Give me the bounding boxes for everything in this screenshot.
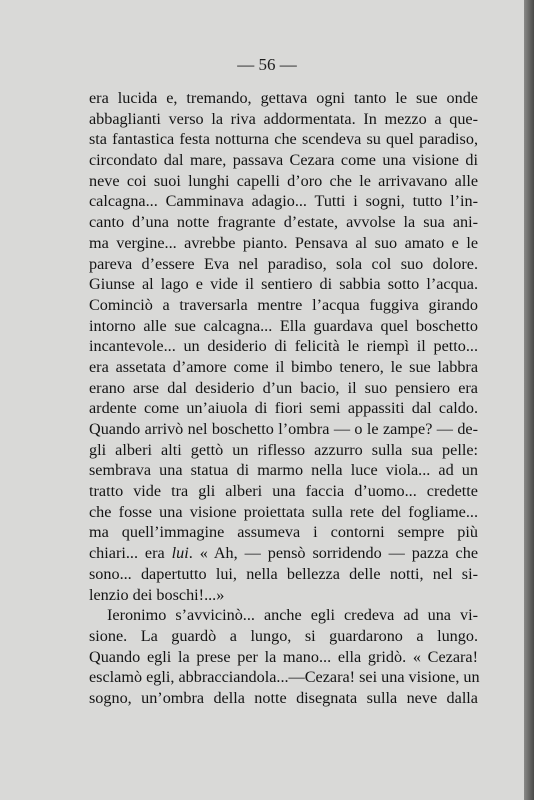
page-number: — 56 — [237,55,297,74]
text-line: Quando egli la prese per la mano... ella gridò. « Cezara! [89,647,478,666]
text-line: esclamò egli, abbracciandola...—Cezara! sei una visione, un [89,668,480,687]
text-line: Quando arrivò nel boschetto l’ombra — o le zampe? — de- [89,420,478,438]
text-line: ardente come un’aiuola di fiori semi appassiti dal caldo. [89,399,478,418]
text-line: lenzio dei boschi!...» [89,585,225,604]
text-line: canto d’una notte fragrante d’estate, avvolse la sua ani- [89,213,478,232]
text-line: era assetata d’amore come il bimbo tenero, le sue labbra [89,357,478,376]
text-line: Cominciò a traversarla mentre l’acqua fuggiva girando [89,295,478,314]
text-line: calcagna... Camminava adagio... Tutti i sogni, tutto l’in- [89,192,478,211]
body-text [89,88,478,709]
text-line: ma vergine... avrebbe pianto. Pensava al suo amato e le [89,233,478,252]
text-line: incantevole... un desiderio di felicità le riempì il petto... [89,337,478,356]
text-line: gli alberi alti gettò un riflesso azzurro sulla sua pelle: [89,440,478,459]
text-line: chiari... era lui. « Ah, — pensò sorridendo — pazza che [89,544,479,563]
text-line: sta fantastica festa notturna che scendeva su quel paradiso, [89,130,478,149]
page-edge-shadow [524,0,534,800]
text-line: abbaglianti verso la riva addormentata. In mezzo a que- [89,109,478,128]
text-line: era lucida e, tremando, gettava ogni tanto le sue onde [89,89,478,107]
text-line: ma quell’immagine assumeva i contorni sempre più [89,523,478,542]
text-line: sembrava una statua di marmo nella luce viola... ad un [89,461,478,480]
text-line: intorno alle sue calcagna... Ella guardava quel boschetto [89,316,478,335]
text-line: Ieronimo s’avvicinò... anche egli credeva ad una vi- [107,606,478,625]
text-line: Giunse al lago e vide il sentiero di sabbia sotto l’acqua. [89,275,478,294]
text-line: pareva d’essere Eva nel paradiso, sola col suo dolore. [89,254,478,273]
text-line: neve coi suoi lunghi capelli d’oro che le arrivavano alle [89,171,478,190]
text-line: sogno, un’ombra della notte disegnata sulla neve dalla [89,688,478,707]
text-line: tratto vide tra gli alberi una faccia d’uomo... credette [89,482,478,501]
emphasis: lui [171,544,189,563]
text-line: sione. La guardò a lungo, si guardarono a lungo. [89,626,478,645]
text-line: circondato dal mare, passava Cezara come una visione di [89,151,478,170]
text-line: erano arse dal desiderio d’un bacio, il suo pensiero era [89,378,478,397]
text-line: che fosse una visione proiettata sulla rete del fogliame... [89,502,478,521]
text-line: sono... dapertutto lui, nella bellezza delle notti, nel si- [89,564,478,583]
